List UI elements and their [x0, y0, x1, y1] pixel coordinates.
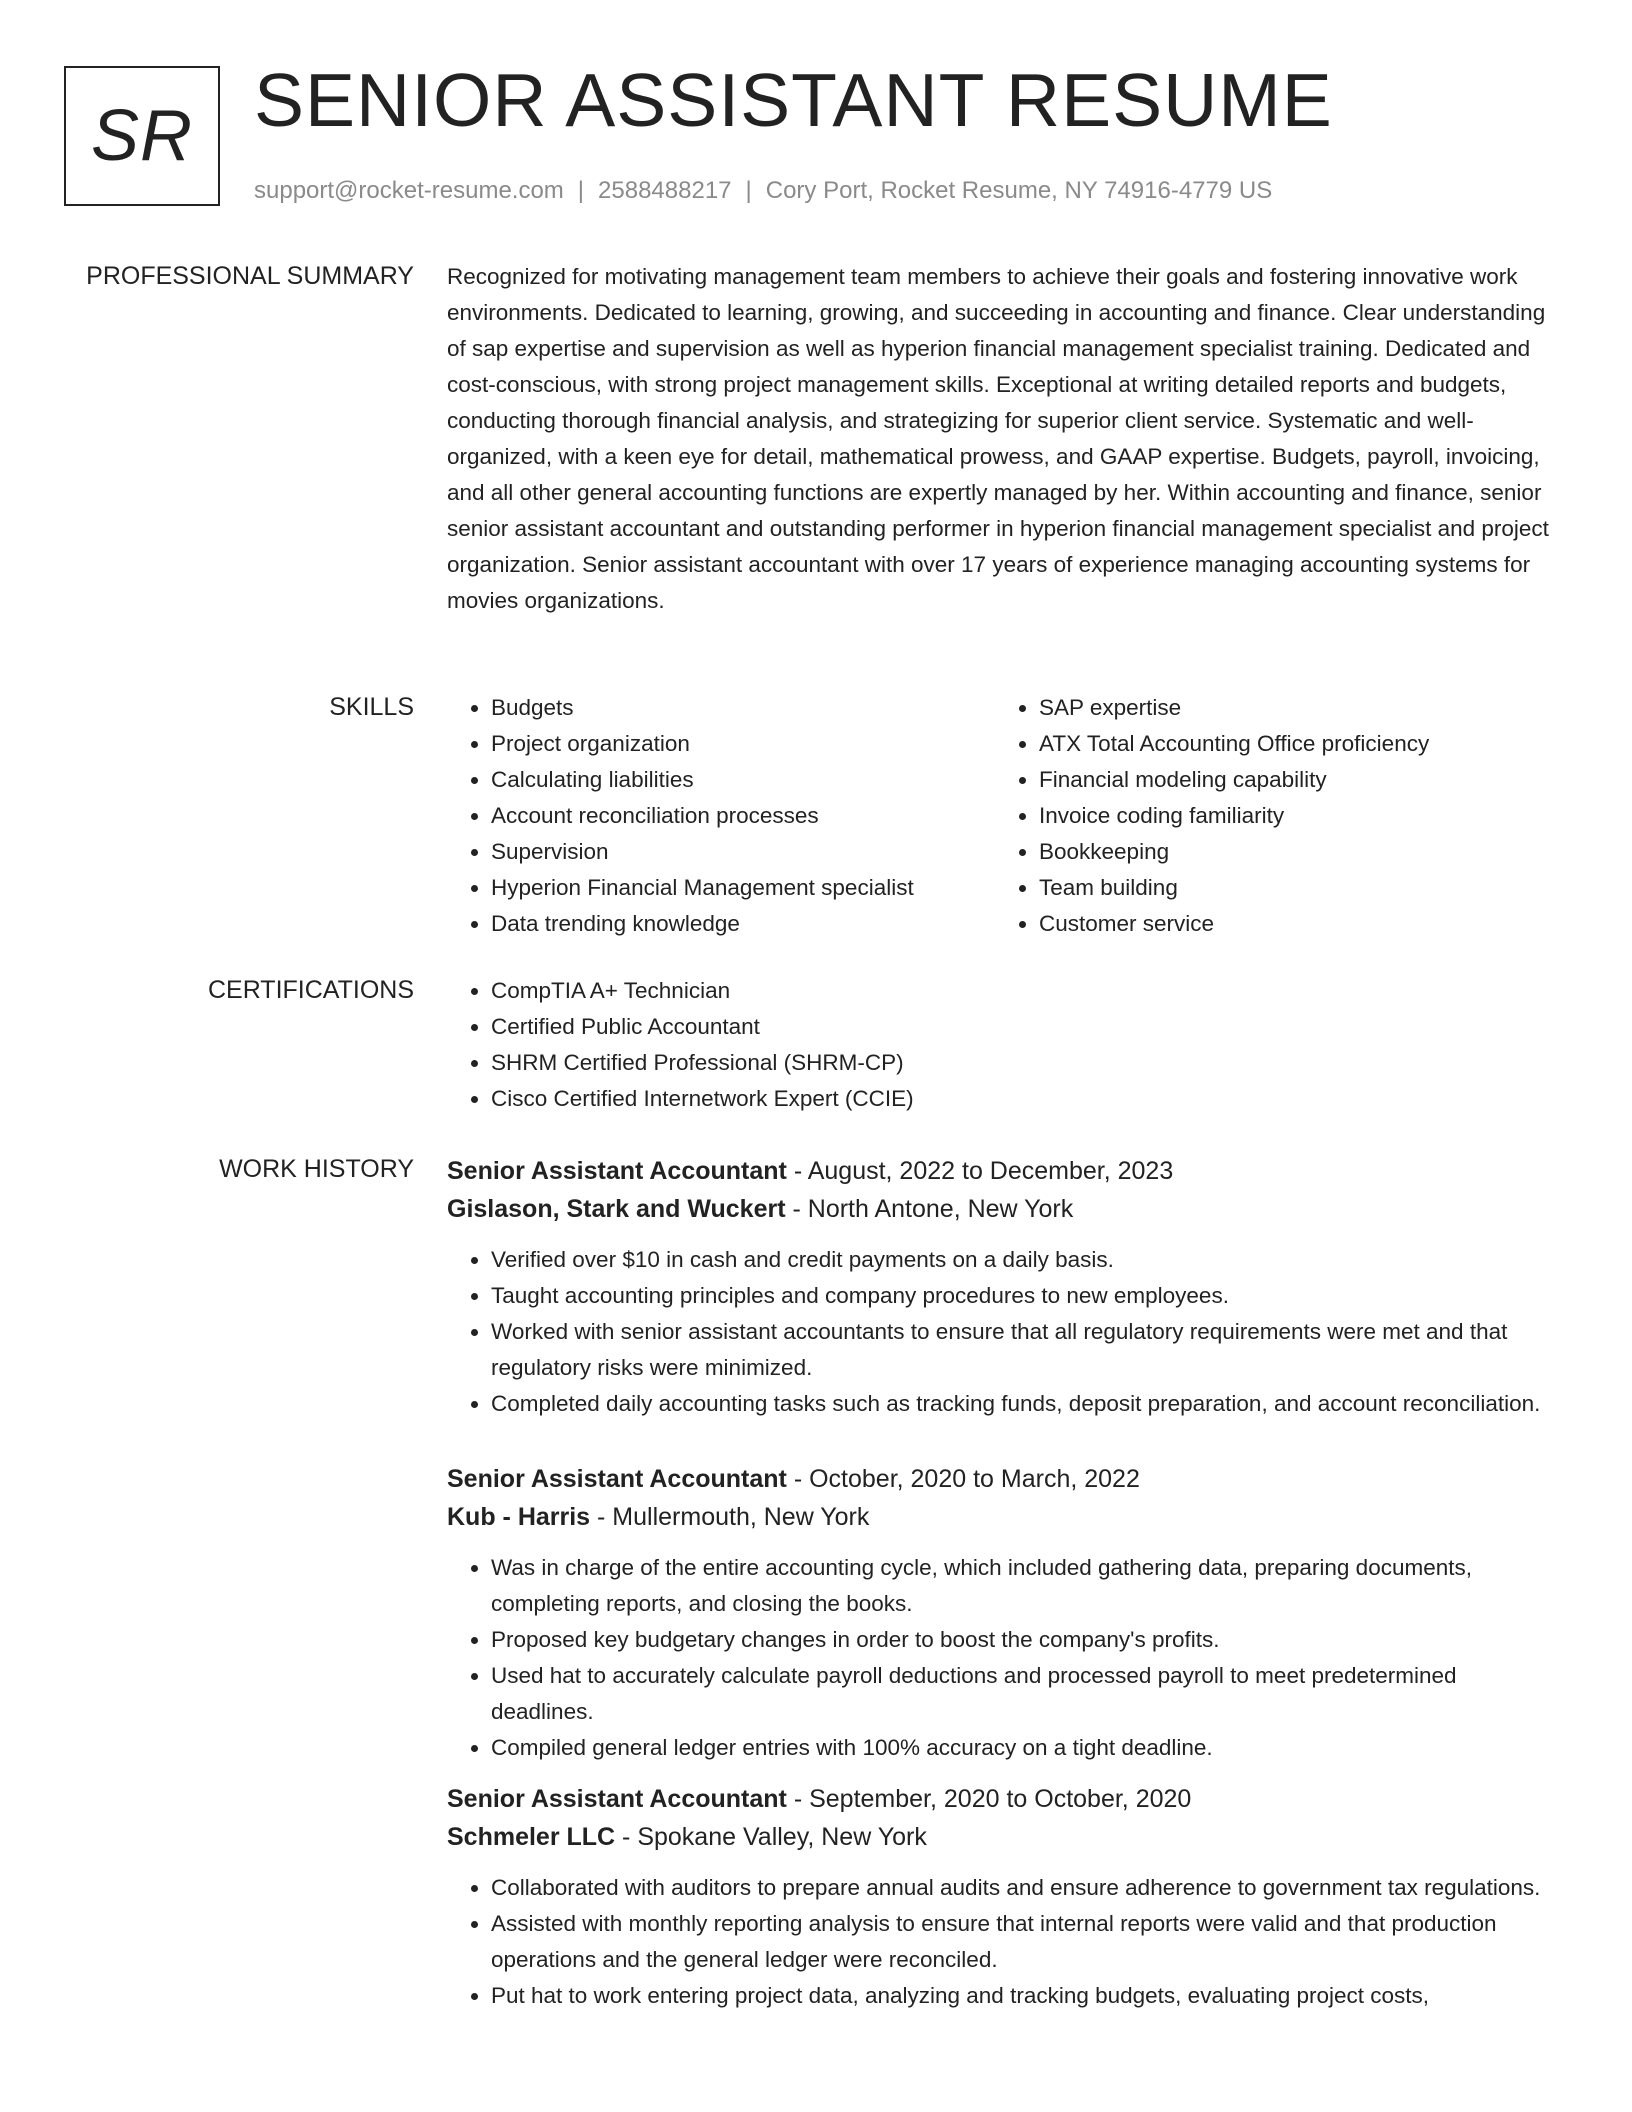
- skill-item: • Account reconciliation processes: [491, 798, 995, 834]
- contact-email[interactable]: support@rocket-resume.com: [254, 177, 564, 204]
- job-duty: • Worked with senior assistant accountants to ensure that all regulatory requirements were met and that regulatory risks were minimized.: [491, 1314, 1562, 1386]
- skill-item: • Project organization: [491, 726, 995, 762]
- section-label-skills: SKILLS: [329, 693, 414, 721]
- skill-item: • SAP expertise: [1039, 690, 1599, 726]
- skill-item: • Customer service: [1039, 906, 1599, 942]
- job-dates: - October, 2020 to March, 2022: [786, 1465, 1140, 1493]
- job-dates: - August, 2022 to December, 2023: [786, 1157, 1174, 1185]
- certification-item: • Certified Public Accountant: [491, 1009, 1562, 1045]
- job-title-line: [447, 1152, 1562, 1190]
- job-title-line: [447, 1780, 1562, 1818]
- job-duty: • Verified over $10 in cash and credit payments on a daily basis.: [491, 1242, 1562, 1278]
- certification-item: • CompTIA A+ Technician: [491, 973, 1562, 1009]
- job-duty: • Proposed key budgetary changes in order to boost the company's profits.: [491, 1622, 1562, 1658]
- skill-item: • Invoice coding familiarity: [1039, 798, 1599, 834]
- job-title: Senior Assistant Accountant: [447, 1785, 787, 1813]
- certification-item: • SHRM Certified Professional (SHRM-CP): [491, 1045, 1562, 1081]
- skill-item: • Calculating liabilities: [491, 762, 995, 798]
- job-company: Schmeler LLC: [447, 1823, 616, 1851]
- job-dates: - September, 2020 to October, 2020: [786, 1785, 1192, 1813]
- job-location: - North Antone, New York: [785, 1195, 1074, 1223]
- section-label-work-history: WORK HISTORY: [219, 1155, 414, 1183]
- job-duty: • Used hat to accurately calculate payroll deductions and processed payroll to meet predetermined deadlines.: [491, 1658, 1562, 1730]
- job-duty: • Compiled general ledger entries with 100% accuracy on a tight deadline.: [491, 1730, 1562, 1766]
- summary-body: [447, 259, 1562, 619]
- summary-text: Recognized for motivating management team members to achieve their goals and fostering innovative work environments. Dedicated to learning, growing, and succeeding in accounting and finance. Clear understanding of sap expertise and supervision as well as hyperion financial management specialist training. Dedicated and cost-conscious, with strong project management skills. Exceptional at writing detailed reports and budgets, conducting thorough financial analysis, and strategizing for superior client service. Systematic and well-organized, with a keen eye for detail, mathematical prowess, and GAAP expertise. Budgets, payroll, invoicing, and all other general accounting functions are expertly managed by her. Within accounting and finance, senior senior assistant accountant and outstanding performer in hyperion financial management specialist and project organization. Senior assistant accountant with over 17 years of experience managing accounting systems for movies organizations.: [447, 264, 1549, 613]
- skill-item: • Data trending knowledge: [491, 906, 995, 942]
- work-history-body: [447, 1152, 1562, 2014]
- job-duties-list: [447, 1550, 1562, 1766]
- contact-line: [254, 176, 1272, 206]
- job-title: Senior Assistant Accountant: [447, 1465, 787, 1493]
- skill-item: • Supervision: [491, 834, 995, 870]
- skill-item: • Hyperion Financial Management specialist: [491, 870, 995, 906]
- certifications-list: [447, 973, 1562, 1117]
- monogram-initials: SR: [90, 96, 194, 176]
- job-title: Senior Assistant Accountant: [447, 1157, 787, 1185]
- section-label-summary: PROFESSIONAL SUMMARY: [86, 262, 414, 290]
- job-duty: • Completed daily accounting tasks such as tracking funds, deposit preparation, and account reconciliation.: [491, 1386, 1562, 1422]
- job-company-line: [447, 1818, 1562, 1856]
- section-label-certifications: CERTIFICATIONS: [207, 976, 414, 1004]
- job-duty: • Assisted with monthly reporting analysis to ensure that internal reports were valid and that production operations and the general ledger were reconciled.: [491, 1906, 1562, 1978]
- job-location: - Mullermouth, New York: [590, 1503, 870, 1531]
- job-company: Gislason, Stark and Wuckert: [447, 1195, 786, 1223]
- job-company-line: [447, 1190, 1562, 1228]
- skill-item: • ATX Total Accounting Office proficiency: [1039, 726, 1599, 762]
- job-entry: [447, 1780, 1562, 2014]
- skill-item: • Bookkeeping: [1039, 834, 1599, 870]
- certification-item: • Cisco Certified Internetwork Expert (CCIE): [491, 1081, 1562, 1117]
- job-company-line: [447, 1498, 1562, 1536]
- monogram-box: [64, 66, 220, 206]
- job-duty: • Was in charge of the entire accounting cycle, which included gathering data, preparing documents, completing reports, and closing the books.: [491, 1550, 1562, 1622]
- job-location: - Spokane Valley, New York: [615, 1823, 927, 1851]
- contact-separator: |: [577, 177, 585, 204]
- job-title-line: [447, 1460, 1562, 1498]
- skill-item: • Team building: [1039, 870, 1599, 906]
- job-duty: • Collaborated with auditors to prepare annual audits and ensure adherence to government tax regulations.: [491, 1870, 1562, 1906]
- job-duties-list: [447, 1242, 1562, 1422]
- contact-phone[interactable]: 2588488217: [598, 177, 732, 204]
- job-duty: • Taught accounting principles and company procedures to new employees.: [491, 1278, 1562, 1314]
- job-entry: [447, 1152, 1562, 1422]
- job-duty: • Put hat to work entering project data, analyzing and tracking budgets, evaluating project costs,: [491, 1978, 1562, 2014]
- skill-item: • Budgets: [491, 690, 995, 726]
- job-duties-list: [447, 1870, 1562, 2014]
- contact-address: Cory Port, Rocket Resume, NY 74916-4779 US: [765, 177, 1273, 204]
- skill-item: • Financial modeling capability: [1039, 762, 1599, 798]
- skills-body: [447, 690, 1562, 942]
- job-entry: [447, 1460, 1562, 1766]
- skills-list-col1: [447, 690, 995, 942]
- resume-title: SENIOR ASSISTANT RESUME: [254, 58, 1333, 142]
- skills-list-col2: [995, 690, 1599, 942]
- contact-separator: |: [745, 177, 752, 204]
- certifications-body: [447, 973, 1562, 1117]
- job-company: Kub - Harris: [447, 1503, 591, 1531]
